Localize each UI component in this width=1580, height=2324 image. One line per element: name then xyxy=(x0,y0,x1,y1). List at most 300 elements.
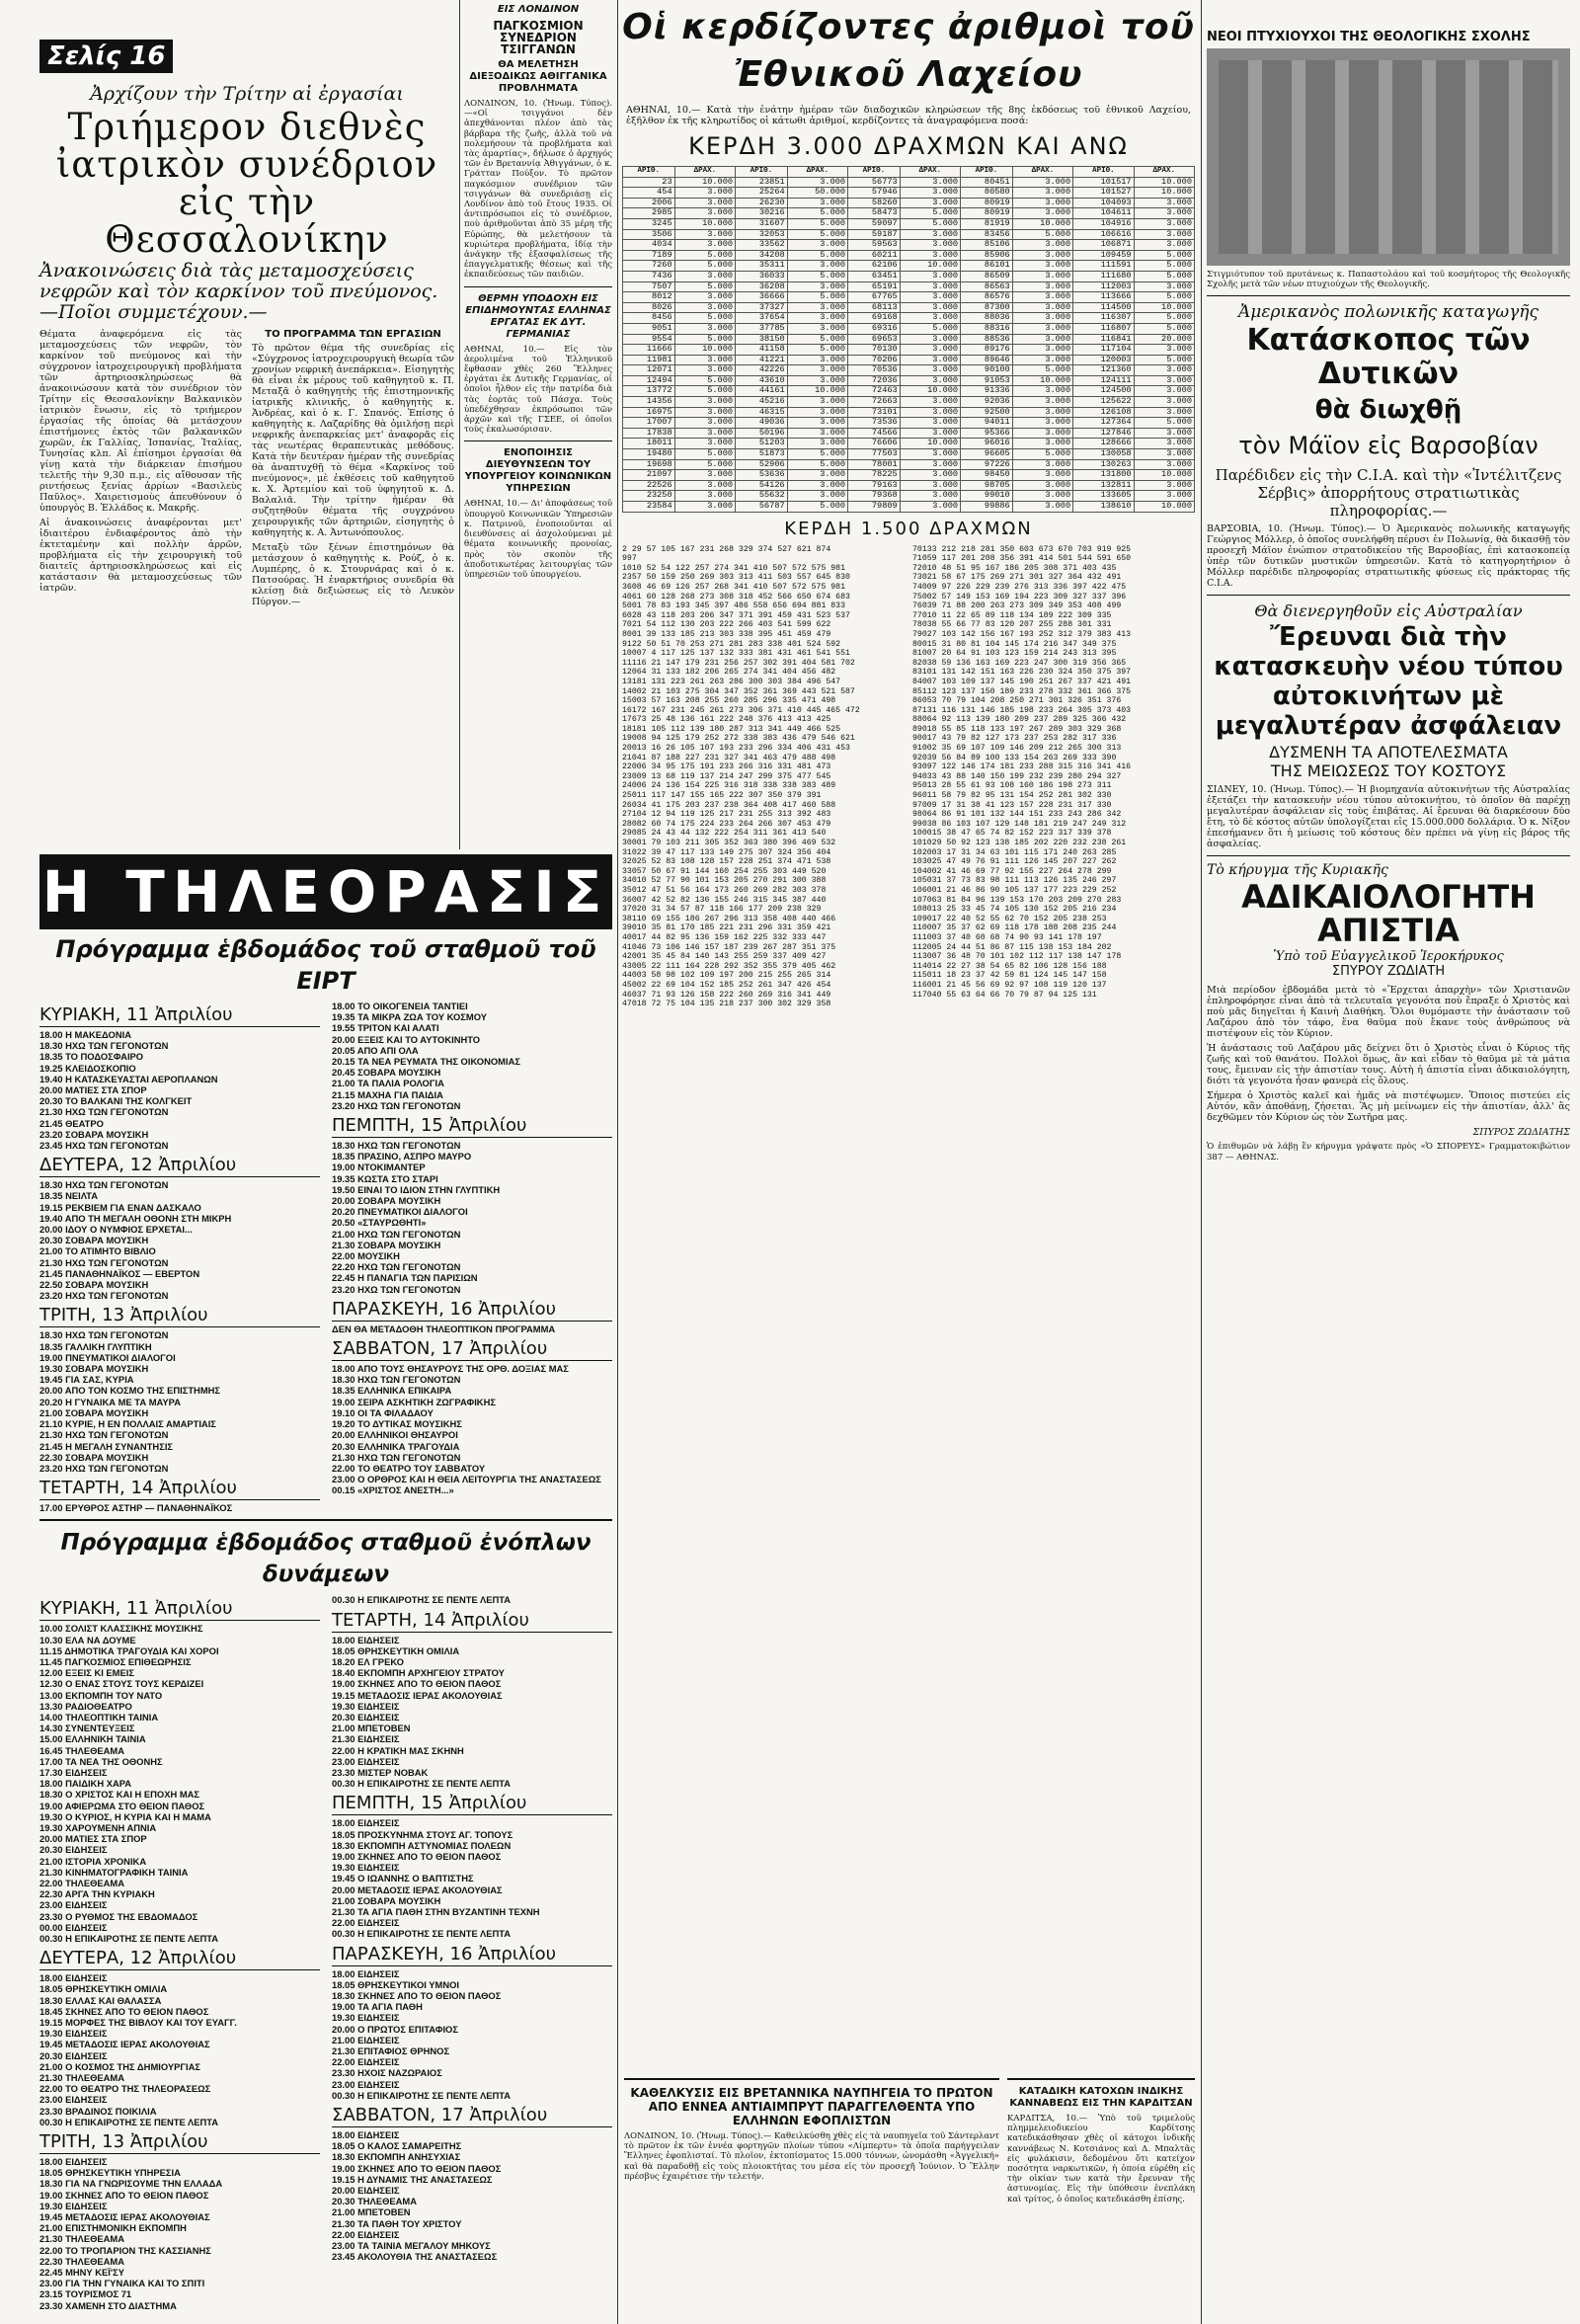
tv-section xyxy=(40,854,612,2311)
lottery-cell: 5.000 xyxy=(1012,365,1072,376)
column-right xyxy=(1207,0,1570,1166)
lottery-cell: 35311 xyxy=(736,261,788,272)
lottery-cell: 124111 xyxy=(1073,375,1134,386)
lottery-cell: 86576 xyxy=(961,292,1013,303)
lottery-cell: 69168 xyxy=(848,313,901,324)
lottery-cell: 30216 xyxy=(736,208,788,219)
lottery-cell: 3.000 xyxy=(1012,480,1072,491)
lottery-cell: 5.000 xyxy=(900,208,960,219)
tv-program-item: 19.30 ΕΙΔΗΣΕΙΣ xyxy=(40,2200,108,2211)
tv-program-item: 20.00 ΕΛΛΗΝΙΚΟΙ ΘΗΣΑΥΡΟΙ xyxy=(332,1429,458,1441)
lottery-cell: 10.000 xyxy=(787,386,847,397)
lottery-big-heading: ΚΕΡΔΗ 3.000 ΔΡΑΧΜΩΝ ΚΑΙ ΑΝΩ xyxy=(688,132,1129,160)
lottery-cell: 26230 xyxy=(736,198,788,208)
story-headline: τὸν Μάϊον εἰς Βαρσοβίαν xyxy=(1238,432,1539,460)
lottery-cell: 5.000 xyxy=(674,334,735,345)
lottery-cell: 55632 xyxy=(736,491,788,502)
lottery-cell: 95366 xyxy=(961,428,1013,439)
lottery-cell: 34208 xyxy=(736,250,788,261)
lottery-cell: 3.000 xyxy=(674,397,735,408)
tv-program-item: 23.20 ΗΧΩ ΤΩΝ ΓΕΓΟΝΟΤΩΝ xyxy=(332,1099,461,1111)
lottery-number-line: 7021 54 112 130 203 222 266 403 541 599 622 xyxy=(622,620,831,630)
lottery-number-line: 38110 69 155 186 267 296 313 358 408 440 466 xyxy=(622,914,836,923)
lottery-cell: 37785 xyxy=(736,323,788,334)
tv-day-heading: ΠΕΜΠΤΗ, 15 Ἀπριλίου xyxy=(332,1115,612,1138)
tv-program-item: 19.50 ΕΙΝΑΙ ΤΟ ΙΔΙΟΝ ΣΤΗΝ ΓΛΥΠΤΙΚΗ xyxy=(332,1183,501,1195)
lottery-cell: 9554 xyxy=(623,334,675,345)
story-kicker: ΕΙΣ ΛΟΝΔΙΝΟΝ xyxy=(497,4,580,15)
lottery-cell: 3.000 xyxy=(1134,480,1194,491)
lottery-cell: 3.000 xyxy=(787,240,847,251)
lottery-number-line: 36007 42 52 82 136 155 246 315 345 387 440 xyxy=(622,895,827,905)
tv-program-item: 17.00 ΕΡΥΘΡΟΣ ΑΣΤΗΡ — ΠΑΝΑΘΗΝΑΪΚΟΣ xyxy=(40,1502,233,1514)
lottery-cell: 3.000 xyxy=(1012,470,1072,481)
lottery-cell: 3.000 xyxy=(1134,375,1194,386)
lottery-cell: 3.000 xyxy=(900,188,960,199)
lottery-cell: 111591 xyxy=(1073,261,1134,272)
tv-program-item: 20.00 ΑΠΟ ΤΟΝ ΚΟΣΜΟ ΤΗΣ ΕΠΙΣΤΗΜΗΣ xyxy=(40,1385,221,1397)
sermon-paragraph: Μιὰ περίοδον ἑβδομάδα μετὰ τὸ «Ἔρχεται ἀπαρχὴν» τῶν Χριστιανῶν ἐπληροφόρησε εἶναι ἀπὸ τὰ τελευταῖα γεγονότα ποὺ ἔπραξε ὁ Χριστὸς καὶ ποὺ μᾶς διηγεῖται ἡ Καινὴ Διαθήκη. Ὅλοι θυμόμαστε τὴν ἀνάστασιν τοῦ Λαζάρου ἀπὸ τὸν τάφο, ἕνα θαῦμα ποὺ ἔκανε τοὺς ἀνθρώπους νὰ πιστέψουν εἰς τὸν Κύριον. xyxy=(1207,985,1570,1040)
lottery-cell: 88536 xyxy=(961,334,1013,345)
lottery-cell: 3.000 xyxy=(787,375,847,386)
tv-program-item: 22.00 ΜΟΥΣΙΚΗ xyxy=(332,1250,400,1262)
lottery-cell: 104611 xyxy=(1073,208,1134,219)
lottery-cell: 51203 xyxy=(736,439,788,449)
tv-program-item: 23.00 ΕΙΔΗΣΕΙΣ xyxy=(332,1755,400,1767)
lottery-cell: 83456 xyxy=(961,229,1013,240)
tv-program-item: 19.45 Ο ΙΩΑΝΝΗΣ Ο ΒΑΠΤΙΣΤΗΣ xyxy=(332,1873,474,1884)
tv-program-item: 18.00 ΕΙΔΗΣΕΙΣ xyxy=(40,1972,108,1984)
lottery-cell: 3.000 xyxy=(787,198,847,208)
lottery-number-line: 81007 20 64 91 103 123 159 214 243 313 395 xyxy=(912,649,1117,659)
lottery-cell: 62106 xyxy=(848,261,901,272)
lottery-cell: 5.000 xyxy=(787,449,847,460)
lottery-cell: 77503 xyxy=(848,449,901,460)
lottery-number-line: 16172 167 231 245 261 273 306 371 410 445 465 472 xyxy=(622,705,860,715)
article-paragraph: Τὸ πρῶτον θέμα τῆς συνεδρίας εἰς «Σύγχρονος ἰατροχειρουργικὴ θεωρία τῶν χρονίων νεφρικὴ ἀνεπάρκεια». Εἰσηγητὴς θὰ εἶναι ἐκ μέρους τοῦ καθηγητοῦ κ. Π. Μεταξᾶ ὁ καθηγητὴς τῆς ἐπιστημονικῆς ἰατρικῆς κλινικῆς, ὁ καθηγητὴς κ. Ἀνδρέας, καὶ ὁ κ. Γ. Σπανός. Ἐπίσης ὁ καθηγητὴς κ. Λαζαρίδης θὰ ὁμιλήσῃ περὶ νεφρικῆς ἀνεπαρκείας μετ' ἀναφορᾶς εἰς τὰς νεωτέρας θεραπευτικὰς μεθόδους. Κατὰ τὴν δευτέραν ἡμέραν τῆς συνεδρίας θὰ ἀναπτυχθῇ τὸ θέμα «Καρκίνος τοῦ πνεύμονος», μὲ ἐκθέσεις τοῦ καθηγητοῦ κ. Χ. Ἀρτεμίου καὶ τοῦ ὑφηγητοῦ κ. Δ. Βαλαλιᾶ. Τὴν τρίτην ἡμέραν θὰ συζητηθοῦν θέματα τῆς συγχρόνου χειρουργικῆς τῶν ἀρτηριῶν, εἰσηγητὴς ὁ καθηγητὴς κ. Α. Ἀντωνόπουλος. xyxy=(252,343,454,538)
tv-program-item: 19.30 ΕΙΔΗΣΕΙΣ xyxy=(332,1700,400,1712)
lottery-cell: 91053 xyxy=(961,375,1013,386)
lottery-number-line: 116001 21 45 56 69 92 97 108 119 120 137 xyxy=(912,980,1107,990)
lottery-number-line: 5001 78 83 193 345 397 486 558 656 694 881 833 xyxy=(622,601,846,611)
lottery-cell: 99010 xyxy=(961,491,1013,502)
lottery-cell: 89176 xyxy=(961,345,1013,356)
tv-program-item: 21.00 ΙΣΤΟΡΙΑ ΧΡΟΝΙΚΑ xyxy=(40,1855,147,1867)
lottery-number-line: 31022 39 47 117 133 149 275 307 324 356 404 xyxy=(622,847,831,857)
lottery-cell: 3.000 xyxy=(900,459,960,470)
lottery-cell: 3.000 xyxy=(674,323,735,334)
lottery-cell: 3.000 xyxy=(674,302,735,313)
tv-day-heading: ΤΕΤΑΡΤΗ, 14 Ἀπριλίου xyxy=(332,1610,612,1633)
lottery-cell: 68113 xyxy=(848,302,901,313)
tv-program-item: 23.20 ΗΧΩ ΤΩΝ ΓΕΓΟΝΟΤΩΝ xyxy=(40,1462,169,1474)
tv-program-item: 19.30 Ο ΚΥΡΙΟΣ, Η ΚΥΡΙΑ ΚΑΙ Η ΜΑΜΑ xyxy=(40,1810,211,1822)
tv-program-item: 21.00 ΕΠΙΣΤΗΜΟΝΙΚΗ ΕΚΠΟΜΠΗ xyxy=(40,2222,187,2234)
lottery-cell: 5.000 xyxy=(787,218,847,229)
lottery-number-line: 90017 43 79 82 127 173 237 253 282 317 336 xyxy=(912,734,1117,744)
lottery-row xyxy=(623,365,1195,376)
tv-program-item: 23.30 ΗΧΟΙΣ ΝΑΖΩΡΑΙΟΣ xyxy=(332,2067,442,2079)
tv-program-item: 19.45 ΜΕΤΑΔΟΣΙΣ ΙΕΡΑΣ ΑΚΟΛΟΥΘΙΑΣ xyxy=(40,2039,210,2050)
tv-program-item: 21.30 ΤΗΛΕΘΕΑΜΑ xyxy=(40,2072,124,2084)
tv-program-item: 18.05 ΘΡΗΣΚΕΥΤΙΚΟΙ ΥΜΝΟΙ xyxy=(332,1978,460,1990)
story-body: ΑΘΗΝΑΙ, 10.— Εἰς τὸν ἀερολιμένα τοῦ Ἑλληνικοῦ ἔφθασαν χθὲς 260 Ἕλληνες ἐργάται ἐκ Δυτικῆς Γερμανίας, οἱ ὁποῖοι ἦλθον εἰς τὴν πατρίδα διὰ τὰς ἑορτὰς τοῦ Πάσχα. Τοὺς ὑπεδέχθησαν ἐκπρόσωποι τῶν ἀρχῶν καὶ τῆς ΓΣΕΕ, οἱ ὁποῖοι τοὺς ἐκαλωσόρισαν. xyxy=(464,344,612,436)
lottery-cell: 106616 xyxy=(1073,229,1134,240)
lottery-cell: 5.000 xyxy=(787,459,847,470)
lottery-cell: 3.000 xyxy=(674,188,735,199)
tv-program-item: 20.00 ΣΟΒΑΡΑ ΜΟΥΣΙΚΗ xyxy=(332,1195,441,1207)
tv-day-heading: ΤΡΙΤΗ, 13 Ἀπριλίου xyxy=(40,1305,320,1327)
lottery-number-line: 109017 22 40 52 55 62 70 152 205 238 253 xyxy=(912,914,1107,923)
lottery-cell: 3.000 xyxy=(1012,261,1072,272)
lottery-cell: 5.000 xyxy=(674,449,735,460)
lottery-cell: 22526 xyxy=(623,480,675,491)
lottery-cell: 3.000 xyxy=(787,177,847,188)
lottery-cell: 3.000 xyxy=(787,470,847,481)
tv-program-item: 18.30 ΗΧΩ ΤΩΝ ΓΕΓΟΝΟΤΩΝ xyxy=(40,1329,169,1341)
tv-program-item: 18.35 ΕΛΛΗΝΙΚΑ ΕΠΙΚΑΙΡΑ xyxy=(332,1385,452,1397)
tv-program-item: 18.00 ΕΙΔΗΣΕΙΣ xyxy=(332,1817,400,1829)
article-paragraph: Θέματα ἀναφερόμενα εἰς τὰς μεταμοσχεύσεις τῶν νεφρῶν, τὸν καρκίνον τοῦ πνεύμονος καὶ τὴν σύγχρονον ἰατροχειρουργικὴ προβλήματα τῶν ἀρτηριοσκληρώσεως θὰ ἀνακοινώσουν κατὰ τὸν συνέδριον τὸν Τρίτην εἰς Θεσσαλονίκην Βαλκανικὸν ἰατρικὸν ἕνωσιν, εἰς τὸ τριήμερον ἐργασίας τῆς ὁποίας θὰ μετάσχουν ἐπιστήμονες ἐκτὸς τῶν βαλκανικῶν χωρῶν, ἐκ Γαλλίας, Ἰσπανίας, Ἰταλίας, Τυνησίας κλπ. Αἱ ἐπίσημοι ἐργασίαι θὰ γίνῃ κατὰ τὴν διάρκειαν ἐπισήμου τελετῆς τὴν 9,30 π.μ., εἰς αἴθουσαν τῆς ριντήσεως ξενίας ἀρρίων «Βασιλεὺς Παῦλος». Χαιρετισμοὺς ἀπευθύνουν ὁ ὑπουργὸς Β. Ἑλλάδος κ. Μακρῆς. xyxy=(40,329,242,514)
lottery-cell: 3.000 xyxy=(900,177,960,188)
lottery-cell: 56773 xyxy=(848,177,901,188)
lottery-cell: 46315 xyxy=(736,407,788,418)
lottery-number-line: 77010 11 22 65 89 118 134 189 222 309 335 xyxy=(912,610,1112,620)
lottery-cell: 17007 xyxy=(623,418,675,429)
tv-program-item: 21.00 ΗΧΩ ΤΩΝ ΓΕΓΟΝΟΤΩΝ xyxy=(332,1228,461,1240)
lottery-number-line: 101029 50 92 123 138 185 202 220 232 238 261 xyxy=(912,839,1127,847)
lottery-row xyxy=(623,449,1195,460)
lottery-cell: 23 xyxy=(623,177,675,188)
lottery-cell: 3.000 xyxy=(674,355,735,365)
lottery-cell: 78225 xyxy=(848,470,901,481)
lottery-cell: 10.000 xyxy=(900,386,960,397)
tv-program-item: 18.30 ΗΧΩ ΤΩΝ ΓΕΓΟΝΟΤΩΝ xyxy=(332,1374,461,1386)
lottery-cell: 116841 xyxy=(1073,334,1134,345)
tv-program-item: 23.00 ΓΙΑ ΤΗΝ ΓΥΝΑΙΚΑ ΚΑΙ ΤΟ ΣΠΙΤΙ xyxy=(40,2278,205,2289)
tv-eirt-title: Πρόγραμμα ἑβδομάδος τοῦ σταθμοῦ τοῦ ΕΙΡΤ xyxy=(55,935,596,995)
lottery-cell: 78001 xyxy=(848,459,901,470)
lottery-number-line: 97009 17 31 38 41 123 157 228 231 317 330 xyxy=(912,800,1112,810)
lottery-cell: 80451 xyxy=(961,177,1013,188)
tv-schedule-column xyxy=(40,1594,320,2311)
lottery-number-line: 46037 71 93 126 158 222 260 269 316 341 449 xyxy=(622,990,831,1000)
lottery-cell: 5.000 xyxy=(787,208,847,219)
tv-program-item: 22.30 ΑΡΓΑ ΤΗΝ ΚΥΡΙΑΚΗ xyxy=(40,1888,155,1900)
lottery-cell: 72463 xyxy=(848,386,901,397)
lottery-cell: 10.000 xyxy=(674,345,735,356)
story-body: ΣΙΔΝΕΥ, 10. (Ἠνωμ. Τύπος).— Ἡ βιομηχανία αὐτοκινήτων τῆς Αὐστραλίας ἐξετάζει τὴν κατασκευὴν νέου τύπου αὐτοκινήτου, τὸ ὁποῖον θὰ παρέχῃ μεγαλυτέραν ἀσφάλειαν εἰς τοὺς ἐπιβάτας. Αἱ ἔρευναι θὰ διαρκέσουν δύο ἔτη, τὸ δὲ κόστος αὐτῶν ὑπολογίζεται εἰς 15.000.000 δολλάρια. Ὁ κ. Νίξον ἐπεσήμανεν ὅτι ἡ μείωσις τοῦ κόστους δὲν πρέπει νὰ γίνῃ εἰς βάρος τῆς ἀσφαλείας. xyxy=(1207,784,1570,850)
tv-program-item: 20.15 ΤΑ ΝΕΑ ΡΕΥΜΑΤΑ ΤΗΣ ΟΙΚΟΝΟΜΙΑΣ xyxy=(332,1056,520,1068)
sermon-note: Ὁ ἐπιθυμῶν νὰ λάβῃ ἓν κήρυγμα γράψατε πρὸς «Ὁ ΣΠΟΡΕΥΣ» Γραμματοκιβώτιον 387 — ΑΘΗΝΑΣ. xyxy=(1207,1142,1570,1162)
lottery-cell: 3245 xyxy=(623,218,675,229)
tv-program-item: 19.00 ΣΕΙΡΑ ΑΣΚΗΤΙΚΗ ΖΩΓΡΑΦΙΚΗΣ xyxy=(332,1396,496,1407)
lottery-number-line: 6028 43 118 203 206 347 371 391 459 431 523 537 xyxy=(622,610,850,620)
lottery-cell: 130263 xyxy=(1073,459,1134,470)
tv-program-item: 18.40 ΕΚΠΟΜΠΗ ΑΡΧΗΓΕΙΟΥ ΣΤΡΑΤΟΥ xyxy=(332,1667,505,1679)
story-subhead: ΘΑ ΜΕΛΕΤΗΣΗ ΔΙΕΞΟΔΙΚΩΣ ΑΘΙΓΓΑΝΙΚΑ ΠΡΟΒΛΗΜΑΤΑ xyxy=(469,59,607,94)
lottery-cell: 5.000 xyxy=(787,229,847,240)
article-headline: Τριήμερον διεθνὲς ἰατρικὸν συνέδριον εἰς τὴν Θεσσαλονίκην xyxy=(55,106,438,261)
lottery-number-line: 92039 56 84 89 100 133 154 263 269 333 390 xyxy=(912,753,1117,762)
lottery-cell: 8012 xyxy=(623,292,675,303)
lottery-cell: 5.000 xyxy=(787,502,847,513)
lottery-cell: 50196 xyxy=(736,428,788,439)
lottery-number-line: 28082 60 74 175 224 233 264 266 307 453 479 xyxy=(622,819,831,829)
lottery-number-line: 107063 81 84 96 139 153 170 203 209 270 283 xyxy=(912,895,1122,905)
lottery-number-line: 105031 37 73 83 98 111 113 126 135 246 297 xyxy=(912,876,1117,886)
tv-day-heading: ΠΑΡΑΣΚΕΥΗ, 16 Ἀπριλίου xyxy=(332,1944,612,1966)
lottery-cell: 92036 xyxy=(961,397,1013,408)
tv-day-heading: ΣΑΒΒΑΤΟΝ, 17 Ἀπριλίου xyxy=(332,1338,612,1361)
lottery-row xyxy=(623,240,1195,251)
lottery-intro: ΑΘΗΝΑΙ, 10.— Κατὰ τὴν ἐνάτην ἡμέραν τῶν διαδοχικῶν κληρώσεων τῆς 8ης ἐκδόσεως τοῦ ἐθνικοῦ Λαχείου, ἐξῆλθον ἐκ τῆς κληρωτίδος οἱ κάτωθι ἀριθμοί, κερδίζοντες τὰ ἀναγραφόμενα ποσά: xyxy=(626,105,1191,126)
tv-program-item: 18.00 Η ΜΑΚΕΔΟΝΙΑ xyxy=(40,1029,131,1040)
tv-program-item: 22.20 ΗΧΩ ΤΩΝ ΓΕΓΟΝΟΤΩΝ xyxy=(332,1261,461,1273)
lottery-cell: 59563 xyxy=(848,240,901,251)
tv-program-item: 23.45 ΗΧΩ ΤΩΝ ΓΕΓΟΝΟΤΩΝ xyxy=(40,1140,169,1152)
lottery-cell: 114500 xyxy=(1073,302,1134,313)
lottery-cell: 59187 xyxy=(848,229,901,240)
tv-program-item: 21.30 ΤΑ ΠΑΘΗ ΤΟΥ ΧΡΙΣΤΟΥ xyxy=(332,2217,462,2229)
lottery-cell: 5.000 xyxy=(1012,449,1072,460)
tv-program-item: 21.00 ΜΠΕΤΟΒΕΝ xyxy=(332,1723,411,1734)
tv-program-item: 18.00 ΕΙΔΗΣΕΙΣ xyxy=(332,1634,400,1645)
cannabis-story xyxy=(1007,2072,1195,2208)
lottery-cell: 53636 xyxy=(736,470,788,481)
tv-program-item: 20.00 ΜΕΤΑΔΟΣΙΣ ΙΕΡΑΣ ΑΚΟΛΟΥΘΙΑΣ xyxy=(332,1883,503,1895)
lottery-cell: 70536 xyxy=(848,365,901,376)
lottery-cell: 3.000 xyxy=(900,292,960,303)
lottery-cell: 92500 xyxy=(961,407,1013,418)
lottery-cell: 3.000 xyxy=(674,428,735,439)
lottery-cell: 3.000 xyxy=(674,439,735,449)
lottery-cell: 79163 xyxy=(848,480,901,491)
lottery-cell: 3.000 xyxy=(787,355,847,365)
lottery-cell: 5.000 xyxy=(787,345,847,356)
tv-program-item: 20.20 Η ΓΥΝΑΙΚΑ ΜΕ ΤΑ ΜΑΥΡΑ xyxy=(40,1396,181,1407)
lottery-cell: 5.000 xyxy=(787,292,847,303)
lottery-cell: 109459 xyxy=(1073,250,1134,261)
lottery-cell: 80580 xyxy=(961,188,1013,199)
lottery-cell: 3.000 xyxy=(1134,459,1194,470)
lottery-cell: 58260 xyxy=(848,198,901,208)
lottery-big-table xyxy=(622,166,1195,513)
lottery-row xyxy=(623,386,1195,397)
lottery-cell: 12071 xyxy=(623,365,675,376)
lottery-cell: 11666 xyxy=(623,345,675,356)
tv-program-item: 19.30 ΕΙΔΗΣΕΙΣ xyxy=(332,1862,400,1874)
page-label: Σελίς 16 xyxy=(40,40,173,73)
tv-program-item: 19.25 ΚΛΕΙΔΟΣΚΟΠΙΟ xyxy=(40,1062,136,1074)
lottery-number-line: 87131 116 131 146 185 198 233 264 305 373 403 xyxy=(912,705,1132,715)
lottery-cell: 3.000 xyxy=(674,418,735,429)
lottery-cell: 3.000 xyxy=(1134,240,1194,251)
lottery-col-header: ΑΡΙΘ. xyxy=(623,167,675,178)
lottery-cell: 3.000 xyxy=(1134,397,1194,408)
lottery-number-line: 96011 58 79 82 95 131 154 252 281 302 330 xyxy=(912,791,1112,801)
tv-program-item: 23.00 ΕΙΔΗΣΕΙΣ xyxy=(40,2094,108,2106)
tv-program-item: 20.00 ΜΑΤΙΕΣ ΣΤΑ ΣΠΟΡ xyxy=(40,1833,147,1845)
story-headline: ΚΑΘΕΛΚΥΣΙΣ ΕΙΣ ΒΡΕΤΑΝΝΙΚΑ ΝΑΥΠΗΓΕΙΑ ΤΟ ΠΡΩΤΟΝ ΑΠΟ ΕΝΝΕΑ ΑΝΤΙΑΙΜΠΡΥΤ ΠΑΡΑΓΓΕΛΘΕΝΤΑ ΥΠΟ ΕΛΛΗΝΩΝ ΕΦΟΠΛΙΣΤΩΝ xyxy=(630,2086,993,2127)
lottery-row xyxy=(623,459,1195,470)
tv-program-item: 18.00 ΕΙΔΗΣΕΙΣ xyxy=(332,1967,400,1979)
lottery-row xyxy=(623,261,1195,272)
story-body: ΑΘΗΝΑΙ, 10.— Δι' ἀποφάσεως τοῦ ὑπουργοῦ Κοινωνικῶν Ὑπηρεσιῶν κ. Πατρινοῦ, ἑνοποιοῦνται αἱ διευθύνσεις αἱ ἀσχολούμεναι μὲ θέματα κοινωνικῆς προνοίας, πρὸς τὸν σκοπὸν τῆς ἀποδοτικωτέρας λειτουργίας τῶν ὑπηρεσιῶν τοῦ ὑπουργείου. xyxy=(464,499,612,580)
lottery-cell: 3.000 xyxy=(1012,208,1072,219)
lottery-cell: 7436 xyxy=(623,271,675,281)
lottery-cell: 12494 xyxy=(623,375,675,386)
lottery-number-line: 11116 21 147 179 231 256 257 302 391 404 581 702 xyxy=(622,658,855,668)
story-dek: Παρέδιδεν εἰς τὴν C.I.A. καὶ τὴν «Ἰντέλιτζενς Σέρβις» ἀπορρήτους στρατιωτικὰς πληροφορίας.— xyxy=(1215,466,1562,521)
story-headline: θὰ διωχθῇ xyxy=(1314,395,1462,426)
tv-program-item: 17.30 ΕΙΔΗΣΕΙΣ xyxy=(40,1766,108,1778)
lottery-cell: 5.000 xyxy=(1134,313,1194,324)
lottery-cell: 454 xyxy=(623,188,675,199)
lottery-cell: 3.000 xyxy=(1134,439,1194,449)
story-body: ΚΑΡΔΙΤΣΑ, 10.— Ὑπὸ τοῦ τριμελοῦς πλημμελειοδικείου Καρδίτσης κατεδικάσθησαν χθὲς οἱ κάτοχοι ἰνδικῆς καννάβεως Ν. Κοτσιάνος καὶ Δ. Μπαλτᾶς εἰς φυλάκισιν, δεδομένου ὅτι κατείχον ποσότητα ναρκωτικῶν, ἡ ὁποία εὑρέθη εἰς τὴν οἰκίαν των κατὰ τὴν ἔρευναν τῆς ἀστυνομίας. Εἰς τὴν ὑπόθεσιν ἐνεπλάκη καὶ τρίτος, ὁ ὁποῖος κατεδικάσθη ἐπίσης. xyxy=(1007,2114,1195,2204)
lottery-cell: 3.000 xyxy=(787,439,847,449)
tv-program-item: 23.20 ΗΧΩ ΤΩΝ ΓΕΓΟΝΟΤΩΝ xyxy=(332,1283,461,1295)
lottery-cell: 19480 xyxy=(623,449,675,460)
lottery-cell: 3.000 xyxy=(674,240,735,251)
lottery-cell: 3.000 xyxy=(787,313,847,324)
lottery-cell: 130058 xyxy=(1073,449,1134,460)
lottery-cell: 65191 xyxy=(848,281,901,292)
tv-program-item: 18.00 ΤΟ ΟΙΚΟΓΕΝΕΙΑ ΤΑΝΤΙΕΙ xyxy=(332,1001,468,1011)
sermon-paragraph: Σήμερα ὁ Χριστὸς καλεῖ καὶ ἡμᾶς νὰ πιστέψωμεν. Ὅποιος πιστεύει εἰς Αὐτόν, κἂν ἀποθάνῃ, ζήσεται. Ἂς μὴ μείνωμεν εἰς τὴν ἀπιστίαν, ἀλλ' ἂς δεχθῶμεν τὸν Κύριον ὡς τὸν Σωτῆρα μας. xyxy=(1207,1090,1570,1124)
lottery-cell: 3.000 xyxy=(674,491,735,502)
lottery-number-line: 86053 70 79 104 208 250 271 301 326 351 376 xyxy=(912,696,1122,706)
lottery-cell: 3.000 xyxy=(1012,418,1072,429)
story-headline: Ἔρευναι διὰ τὴν κατασκευὴν νέου τύπου αὐτοκινήτων μὲ μεγαλυτέραν ἀσφάλειαν xyxy=(1214,622,1563,742)
lottery-number-line: 1010 52 54 122 257 274 341 410 507 572 575 981 xyxy=(622,563,846,573)
lottery-results xyxy=(622,0,1195,1009)
lottery-cell: 3.000 xyxy=(900,449,960,460)
lottery-cell: 3.000 xyxy=(900,365,960,376)
tv-program-item: 00.30 Η ΕΠΙΚΑΙΡΟΤΗΣ ΣΕ ΠΕΝΤΕ ΛΕΠΤΑ xyxy=(40,2116,219,2127)
tv-program-item: 23.00 Ο ΟΡΘΡΟΣ ΚΑΙ Η ΘΕΙΑ ΛΕΙΤΟΥΡΓΙΑ ΤΗΣ ΑΝΑΣΤΑΣΕΩΣ xyxy=(332,1474,601,1485)
tv-program-item: 19.35 ΤΑ ΜΙΚΡΑ ΖΩΑ ΤΟΥ ΚΟΣΜΟΥ xyxy=(332,1011,487,1023)
lottery-number-line: 102003 17 31 34 63 101 115 171 240 263 285 xyxy=(912,847,1117,857)
tv-program-item: 22.00 ΕΙΔΗΣΕΙΣ xyxy=(332,2056,400,2068)
lottery-cell: 3.000 xyxy=(900,240,960,251)
tv-program-item: 23.00 ΕΙΔΗΣΕΙΣ xyxy=(40,1899,108,1911)
lottery-cell: 126108 xyxy=(1073,407,1134,418)
lottery-cell: 3.000 xyxy=(900,418,960,429)
lottery-cell: 5.000 xyxy=(1134,250,1194,261)
lottery-cell: 3.000 xyxy=(674,470,735,481)
lottery-cell: 19698 xyxy=(623,459,675,470)
lottery-cell: 3506 xyxy=(623,229,675,240)
tv-program-item: 20.00 Ο ΠΡΩΤΟΣ ΕΠΙΤΑΦΙΟΣ xyxy=(332,2023,458,2035)
lottery-cell: 88036 xyxy=(961,313,1013,324)
tv-program-item: 18.30 ΗΧΩ ΤΩΝ ΓΕΓΟΝΟΤΩΝ xyxy=(40,1179,169,1191)
lottery-cell: 3.000 xyxy=(1012,459,1072,470)
tv-program-item: 21.30 ΗΧΩ ΤΩΝ ΓΕΓΟΝΟΤΩΝ xyxy=(40,1429,169,1441)
tv-program-item: 20.05 ΑΠΟ ΑΠΙ ΟΛΑ xyxy=(332,1044,419,1056)
sermon-author: ΣΠΥΡΟΥ ΖΩΔΙΑΤΗ xyxy=(1331,964,1446,980)
sermon-byline: Ὑπὸ τοῦ Εὐαγγελικοῦ Ἱεροκήρυκος xyxy=(1273,949,1504,965)
tv-program-item: 18.00 ΠΑΙΔΙΚΗ ΧΑΡΑ xyxy=(40,1778,132,1790)
lottery-cell: 3.000 xyxy=(1012,302,1072,313)
lottery-number-line: 17673 25 48 136 161 222 248 376 413 413 425 xyxy=(622,715,831,725)
tv-day-heading: ΠΑΡΑΣΚΕΥΗ, 16 Ἀπριλίου xyxy=(332,1299,612,1322)
lottery-cell: 5.000 xyxy=(674,375,735,386)
lottery-number-line: 43005 22 111 164 228 292 352 355 379 405 462 xyxy=(622,961,836,971)
lottery-cell: 36666 xyxy=(736,292,788,303)
lottery-cell: 3.000 xyxy=(900,375,960,386)
tv-program-item: 22.30 ΤΗΛΕΘΕΑΜΑ xyxy=(40,2255,124,2267)
lottery-col-header: ΑΡΙΘ. xyxy=(736,167,788,178)
lottery-row xyxy=(623,313,1195,324)
tv-program-item: 10.00 ΣΟΛΙΣΤ ΚΛΑΣΣΙΚΗΣ ΜΟΥΣΙΚΗΣ xyxy=(40,1623,203,1635)
tv-program-item: 12.00 ΕΞΕΙΣ ΚΙ ΕΜΕΙΣ xyxy=(40,1667,134,1679)
lottery-cell: 3.000 xyxy=(900,397,960,408)
lottery-cell: 138610 xyxy=(1073,502,1134,513)
lottery-cell: 10.000 xyxy=(1134,188,1194,199)
lottery-cell: 69316 xyxy=(848,323,901,334)
tv-program-item: 00.30 Η ΕΠΙΚΑΙΡΟΤΗΣ ΣΕ ΠΕΝΤΕ ΛΕΠΤΑ xyxy=(332,1928,512,1940)
lottery-cell: 3.000 xyxy=(900,281,960,292)
lottery-cell: 3.000 xyxy=(674,271,735,281)
lottery-number-line: 76039 71 88 200 263 273 309 349 353 408 499 xyxy=(912,601,1122,611)
lottery-cell: 3.000 xyxy=(787,480,847,491)
tv-program-item: 21.30 ΚΙΝΗΜΑΤΟΓΡΑΦΙΚΗ ΤΑΙΝΙΑ xyxy=(40,1866,189,1878)
lottery-cell: 3.000 xyxy=(787,407,847,418)
lottery-col-header: ΔΡΑΧ. xyxy=(674,167,735,178)
tv-program-item: 18.20 ΕΛ ΓΡΕΚΟ xyxy=(332,1655,404,1667)
tv-program-item: 19.45 ΓΙΑ ΣΑΣ, ΚΥΡΙΑ xyxy=(40,1374,134,1386)
lottery-row xyxy=(623,229,1195,240)
tv-program-item: 18.05 ΠΡΟΣΚΥΝΗΜΑ ΣΤΟΥΣ ΑΓ. ΤΟΠΟΥΣ xyxy=(332,1828,514,1840)
tv-program-item: 23.30 ΒΡΑΔΙΝΟΣ ΠΟΙΚΙΛΙΑ xyxy=(40,2105,157,2117)
tv-program-item: 19.00 ΣΚΗΝΕΣ ΑΠΟ ΤΟ ΘΕΙΟΝ ΠΑΘΟΣ xyxy=(332,2162,502,2174)
tv-program-item: 19.00 ΣΚΗΝΕΣ ΑΠΟ ΤΟ ΘΕΙΟΝ ΠΑΘΟΣ xyxy=(332,1678,502,1690)
tv-program-item: 19.00 ΣΚΗΝΕΣ ΑΠΟ ΤΟ ΘΕΙΟΝ ΠΑΘΟΣ xyxy=(332,1850,502,1862)
tv-program-item: 20.30 ΕΙΔΗΣΕΙΣ xyxy=(332,1711,400,1723)
lottery-cell: 72663 xyxy=(848,397,901,408)
tv-program-item: 19.15 Η ΔΥΝΑΜΙΣ ΤΗΣ ΑΝΑΣΤΑΣΕΩΣ xyxy=(332,2173,493,2185)
lottery-cell: 5.000 xyxy=(1134,261,1194,272)
tv-program-item: 21.30 ΣΟΒΑΡΑ ΜΟΥΣΙΚΗ xyxy=(332,1239,441,1250)
lottery-cell: 3.000 xyxy=(1134,386,1194,397)
lottery-number-line: 3608 46 69 126 257 268 341 410 507 572 575 981 xyxy=(622,582,846,592)
lottery-number-line: 111003 37 40 60 68 74 90 93 141 178 197 xyxy=(912,932,1102,942)
story-headline: ΚΑΤΑΔΙΚΗ ΚΑΤΟΧΩΝ ΙΝΔΙΚΗΣ ΚΑΝΝΑΒΕΩΣ ΕΙΣ ΤΗΝ ΚΑΡΔΙΤΣΑΝ xyxy=(1009,2086,1193,2109)
lottery-cell: 3.000 xyxy=(1012,386,1072,397)
shipyard-story xyxy=(624,2072,999,2186)
lottery-cell: 10.000 xyxy=(900,261,960,272)
lottery-number-line: 85112 123 137 150 189 233 278 332 361 366 375 xyxy=(912,686,1132,696)
tv-program-item: 19.55 ΤΡΙΤΟΝ ΚΑΙ ΑΛΑΤΙ xyxy=(332,1022,439,1034)
tv-day-heading: ΣΑΒΒΑΤΟΝ, 17 Ἀπριλίου xyxy=(332,2105,612,2127)
lottery-cell: 36208 xyxy=(736,281,788,292)
tv-program-item: 22.00 ΤΟ ΘΕΑΤΡΟ ΤΗΣ ΤΗΛΕΟΡΑΣΕΩΣ xyxy=(40,2083,211,2095)
tv-day-heading: ΚΥΡΙΑΚΗ, 11 Ἀπριλίου xyxy=(40,1598,320,1621)
lottery-number-line: 74009 97 226 229 239 276 313 336 397 422 475 xyxy=(912,582,1127,592)
tv-program-item: 22.45 ΜΗΝΥ ΚΕΪ'ΣΥ xyxy=(40,2267,125,2279)
tv-program-item: 21.10 ΚΥΡΙΕ, Η ΕΝ ΠΟΛΛΑΙΣ ΑΜΑΡΤΙΑΙΣ xyxy=(40,1418,216,1430)
tv-program-item: 23.00 ΤΑ ΤΑΙΝΙΑ ΜΕΓΑΛΟΥ ΜΗΚΟΥΣ xyxy=(332,2240,491,2252)
lottery-number-line: 25011 117 147 155 165 222 307 350 379 391 xyxy=(622,791,822,801)
sermon-paragraph: Ἡ ἀνάστασις τοῦ Λαζάρου μᾶς δείχνει ὅτι ὁ Χριστὸς εἶναι ὁ Κύριος τῆς ζωῆς καὶ τοῦ θανάτου. Πολλοὶ ὅμως, ἂν καὶ εἶδαν τὸ θαῦμα μὲ τὰ μάτια τους, ἔμειναν εἰς τὴν ἀπιστίαν τους. Αὐτὴ ἡ ἀπιστία εἶναι ἀδικαιολόγητη, διότι τὰ γεγονότα ἦσαν φανερὰ εἰς ὅλους. xyxy=(1207,1043,1570,1087)
lottery-cell: 63451 xyxy=(848,271,901,281)
lottery-cell: 3.000 xyxy=(674,292,735,303)
lottery-number-line: 91002 35 69 107 109 146 209 212 265 300 313 xyxy=(912,744,1122,754)
lottery-col-header: ΔΡΑΧ. xyxy=(787,167,847,178)
lottery-cell: 14356 xyxy=(623,397,675,408)
